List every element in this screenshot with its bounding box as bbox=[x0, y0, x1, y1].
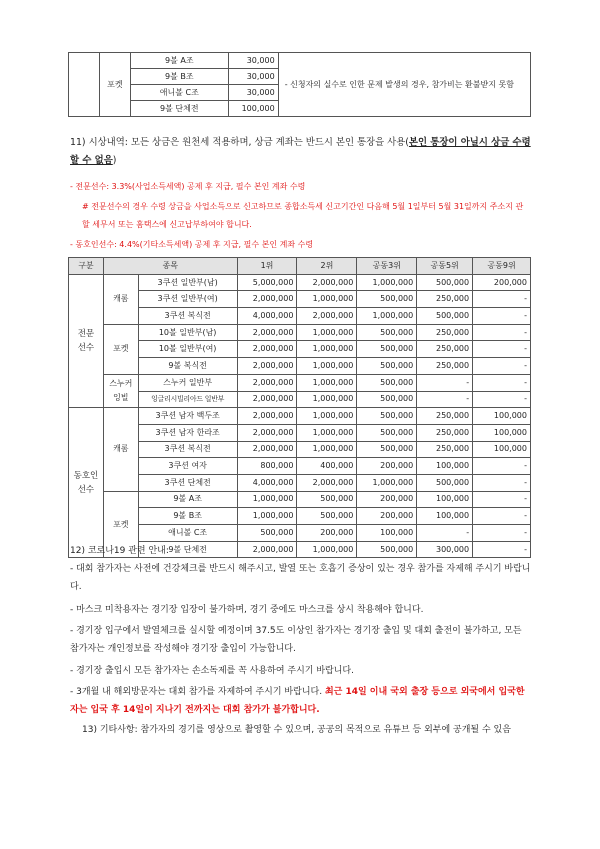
prize-group-cell: 포켓 bbox=[103, 491, 138, 558]
pro-tax-note: # 전문선수의 경우 수령 상금을 사업소득으로 신고하므로 종합소득세 신고기간인 다음해 5월 1일부터 5월 31일까지 주소지 관할 세무서 또는 홈택스에 신고납부하여야 합니다. bbox=[82, 202, 524, 229]
prize-amount: 400,000 bbox=[297, 458, 357, 475]
prize-amount: 500,000 bbox=[357, 424, 417, 441]
prize-amount: 1,000,000 bbox=[297, 391, 357, 408]
prize-amount: 1,000,000 bbox=[297, 424, 357, 441]
prize-amount: 250,000 bbox=[417, 424, 473, 441]
prize-amount: - bbox=[417, 374, 473, 391]
prize-row bbox=[69, 508, 531, 525]
prize-amount: 100,000 bbox=[357, 525, 417, 542]
prize-amount: 250,000 bbox=[417, 324, 473, 341]
prize-amount: 500,000 bbox=[357, 408, 417, 425]
prize-amount: - bbox=[473, 291, 531, 308]
prize-amount: - bbox=[417, 391, 473, 408]
pro-tax-line: - 전문선수: 3.3%(사업소득세액) 공제 후 지급, 필수 본인 계좌 수령 bbox=[70, 182, 306, 191]
prize-amount: - bbox=[473, 391, 531, 408]
section-11-text: 11) 시상내역: 모든 상금은 원천세 적용하며, 상금 계좌는 반드시 본인 통장을 사용( bbox=[70, 137, 409, 148]
prize-amount: 250,000 bbox=[417, 341, 473, 358]
header-3rd: 공동3위 bbox=[357, 258, 417, 275]
prize-amount: 300,000 bbox=[417, 541, 473, 558]
prize-amount: - bbox=[473, 491, 531, 508]
header-2nd: 2위 bbox=[297, 258, 357, 275]
prize-event: 9볼 복식전 bbox=[138, 358, 237, 375]
fee-event: 9볼 A조 bbox=[130, 53, 228, 69]
prize-amount: 2,000,000 bbox=[297, 308, 357, 325]
prize-amount: - bbox=[473, 525, 531, 542]
prize-amount: 1,000,000 bbox=[237, 491, 297, 508]
covid-bullet-2: - 마스크 미착용자는 경기장 입장이 불가하며, 경기 중에도 마스크를 상시 착용해야 합니다. bbox=[70, 605, 424, 615]
fee-amount: 100,000 bbox=[228, 101, 278, 117]
amateur-tax-line: - 동호인선수: 4.4%(기타소득세액) 공제 후 지급, 필수 본인 계좌 수령 bbox=[70, 240, 314, 249]
section-13-note: 13) 기타사항: 참가자의 경기를 영상으로 촬영할 수 있으며, 공공의 목적으로 유튜브 등 외부에 공개될 수 있음 bbox=[82, 725, 511, 735]
prize-amount: 500,000 bbox=[357, 324, 417, 341]
prize-amount: 500,000 bbox=[417, 308, 473, 325]
prize-amount: - bbox=[473, 541, 531, 558]
header-event: 종목 bbox=[103, 258, 237, 275]
prize-amount: 1,000,000 bbox=[357, 474, 417, 491]
prize-category-cell: 동호인 선수 bbox=[69, 408, 104, 558]
prize-amount: 500,000 bbox=[357, 374, 417, 391]
prize-row bbox=[69, 291, 531, 308]
prize-event: 9볼 단체전 bbox=[138, 541, 237, 558]
header-category: 구분 bbox=[69, 258, 104, 275]
prize-amount: 500,000 bbox=[417, 274, 473, 291]
prize-event: 잉글리시빌리아드 일반부 bbox=[138, 391, 237, 408]
prize-row bbox=[69, 391, 531, 408]
prize-amount: 4,000,000 bbox=[237, 474, 297, 491]
prize-amount: 500,000 bbox=[297, 508, 357, 525]
prize-amount: 200,000 bbox=[473, 274, 531, 291]
fee-event: 애니볼 C조 bbox=[130, 85, 228, 101]
prize-amount: - bbox=[473, 341, 531, 358]
prize-category-cell: 전문 선수 bbox=[69, 274, 104, 408]
prize-event: 3쿠션 복식전 bbox=[138, 308, 237, 325]
prize-amount: 2,000,000 bbox=[237, 441, 297, 458]
prize-amount: 1,000,000 bbox=[357, 274, 417, 291]
prize-amount: 2,000,000 bbox=[237, 541, 297, 558]
prize-amount: 1,000,000 bbox=[297, 291, 357, 308]
prize-row bbox=[69, 274, 531, 291]
covid-bullet-5: - 3개월 내 해외방문자는 대회 참가를 자제하여 주시기 바랍니다. 최근 14일 이내 국외 출장 등으로 외국에서 입국한 자는 입국 후 14일이 지나기 전까지는 대회 참가가 불가합니다. bbox=[70, 687, 525, 715]
covid-bullet-3: - 경기장 입구에서 발열체크를 실시할 예정이며 37.5도 이상인 참가자는 경기장 출입 및 대회 출전이 불가하고, 모든 참가자는 개인정보를 작성해야 경기장 출입이 가능합니다. bbox=[70, 626, 522, 654]
covid-bullet-4: - 경기장 출입시 모든 참가자는 손소독제를 꼭 사용하여 주시기 바랍니다. bbox=[70, 666, 354, 676]
section-12-title: 12) 코로나19 관련 안내: bbox=[70, 546, 169, 556]
prize-amount: 250,000 bbox=[417, 358, 473, 375]
header-1st: 1위 bbox=[237, 258, 297, 275]
prize-row bbox=[69, 341, 531, 358]
prize-amount: 1,000,000 bbox=[297, 341, 357, 358]
prize-amount: - bbox=[473, 308, 531, 325]
prize-event: 9볼 B조 bbox=[138, 508, 237, 525]
prize-amount: 500,000 bbox=[357, 391, 417, 408]
section-11-title: 11) 시상내역: 모든 상금은 원천세 적용하며, 상금 계좌는 반드시 본인 통장을 사용(본인 통장이 아닐시 상금 수령할 수 없음) bbox=[70, 137, 531, 166]
prize-row bbox=[69, 491, 531, 508]
prize-amount: 1,000,000 bbox=[297, 408, 357, 425]
prize-amount: 2,000,000 bbox=[237, 424, 297, 441]
prize-amount: 500,000 bbox=[357, 441, 417, 458]
prize-amount: 200,000 bbox=[357, 491, 417, 508]
prize-amount: - bbox=[417, 525, 473, 542]
prize-row bbox=[69, 424, 531, 441]
entry-fee-table bbox=[68, 52, 531, 117]
prize-group-cell: 스누커 잉빌 bbox=[103, 374, 138, 407]
covid-bullet-1: - 대회 참가자는 사전에 건강체크를 반드시 해주시고, 발열 또는 호흡기 증상이 있는 경우 참가를 자제해 주시기 바랍니다. bbox=[70, 564, 531, 592]
prize-amount: 100,000 bbox=[417, 508, 473, 525]
prize-event: 9볼 A조 bbox=[138, 491, 237, 508]
prize-amount: 250,000 bbox=[417, 441, 473, 458]
prize-amount: - bbox=[473, 358, 531, 375]
fee-amount: 30,000 bbox=[228, 85, 278, 101]
fee-event: 9볼 단체전 bbox=[130, 101, 228, 117]
prize-row bbox=[69, 308, 531, 325]
prize-group-cell: 캐롬 bbox=[103, 408, 138, 491]
prize-row bbox=[69, 358, 531, 375]
prize-amount: 1,000,000 bbox=[237, 508, 297, 525]
prize-event: 10볼 일반부(남) bbox=[138, 324, 237, 341]
prize-event: 3쿠션 복식전 bbox=[138, 441, 237, 458]
prize-amount: 500,000 bbox=[297, 491, 357, 508]
prize-amount: 2,000,000 bbox=[297, 274, 357, 291]
prize-amount: 2,000,000 bbox=[237, 324, 297, 341]
prize-amount: 100,000 bbox=[473, 441, 531, 458]
fee-blank-cell bbox=[69, 53, 100, 117]
prize-table-header bbox=[69, 258, 531, 275]
prize-amount: 100,000 bbox=[473, 424, 531, 441]
prize-amount: 500,000 bbox=[357, 291, 417, 308]
prize-amount: 500,000 bbox=[417, 474, 473, 491]
prize-amount: 4,000,000 bbox=[237, 308, 297, 325]
prize-event: 3쿠션 남자 한라조 bbox=[138, 424, 237, 441]
prize-amount: 1,000,000 bbox=[297, 358, 357, 375]
prize-row bbox=[69, 458, 531, 475]
section-11-bold-text: 본인 통장이 아닐시 상금 수령할 수 없음 bbox=[70, 137, 531, 166]
prize-amount: - bbox=[473, 374, 531, 391]
fee-group-cell: 포켓 bbox=[99, 53, 130, 117]
prize-amount: - bbox=[473, 474, 531, 491]
prize-amount: 200,000 bbox=[357, 508, 417, 525]
fee-refund-note: - 신청자의 실수로 인한 문제 발생의 경우, 참가비는 환불받지 못함 bbox=[278, 53, 530, 117]
prize-amount: 2,000,000 bbox=[237, 291, 297, 308]
prize-amount: 100,000 bbox=[417, 458, 473, 475]
prize-amount: 2,000,000 bbox=[237, 374, 297, 391]
prize-amount: 1,000,000 bbox=[297, 441, 357, 458]
prize-amount: - bbox=[473, 324, 531, 341]
overseas-entry-warning: 최근 14일 이내 국외 출장 등으로 외국에서 입국한 자는 입국 후 14일이 지나기 전까지는 대회 참가가 불가합니다. bbox=[70, 687, 525, 715]
prize-group-cell: 캐롬 bbox=[103, 274, 138, 324]
prize-event: 스누커 일반부 bbox=[138, 374, 237, 391]
prize-amount: 800,000 bbox=[237, 458, 297, 475]
prize-amount: 2,000,000 bbox=[237, 358, 297, 375]
prize-amount: 1,000,000 bbox=[297, 324, 357, 341]
prize-amount: 500,000 bbox=[237, 525, 297, 542]
prize-amount: 500,000 bbox=[357, 341, 417, 358]
header-9th: 공동9위 bbox=[473, 258, 531, 275]
fee-amount: 30,000 bbox=[228, 53, 278, 69]
prize-event: 애니볼 C조 bbox=[138, 525, 237, 542]
prize-amount: 1,000,000 bbox=[297, 374, 357, 391]
prize-row bbox=[69, 525, 531, 542]
prize-amount: 250,000 bbox=[417, 408, 473, 425]
prize-event: 3쿠션 여자 bbox=[138, 458, 237, 475]
prize-event: 10볼 일반부(여) bbox=[138, 341, 237, 358]
prize-group-cell: 포켓 bbox=[103, 324, 138, 374]
prize-amount: - bbox=[473, 508, 531, 525]
prize-event: 3쿠션 남자 백두조 bbox=[138, 408, 237, 425]
prize-amount: 500,000 bbox=[357, 541, 417, 558]
prize-amount: 100,000 bbox=[417, 491, 473, 508]
fee-event: 9볼 B조 bbox=[130, 69, 228, 85]
prize-amount: 1,000,000 bbox=[357, 308, 417, 325]
prize-amount: 500,000 bbox=[357, 358, 417, 375]
prize-row bbox=[69, 441, 531, 458]
prize-amount: 5,000,000 bbox=[237, 274, 297, 291]
prize-event: 3쿠션 일반부(남) bbox=[138, 274, 237, 291]
prize-amount: 250,000 bbox=[417, 291, 473, 308]
fee-amount: 30,000 bbox=[228, 69, 278, 85]
prize-row bbox=[69, 474, 531, 491]
prize-amount: 100,000 bbox=[473, 408, 531, 425]
prize-amount: - bbox=[473, 458, 531, 475]
prize-row bbox=[69, 374, 531, 391]
header-5th: 공동5위 bbox=[417, 258, 473, 275]
prize-amount: 200,000 bbox=[357, 458, 417, 475]
prize-row bbox=[69, 324, 531, 341]
fee-row bbox=[69, 53, 531, 69]
prize-amount: 2,000,000 bbox=[237, 341, 297, 358]
prize-event: 3쿠션 단체전 bbox=[138, 474, 237, 491]
prize-amount: 2,000,000 bbox=[237, 391, 297, 408]
prize-amount: 200,000 bbox=[297, 525, 357, 542]
prize-amount: 2,000,000 bbox=[297, 474, 357, 491]
prize-amount: 1,000,000 bbox=[297, 541, 357, 558]
prize-table bbox=[68, 257, 531, 558]
prize-amount: 2,000,000 bbox=[237, 408, 297, 425]
prize-row bbox=[69, 408, 531, 425]
prize-event: 3쿠션 일반부(여) bbox=[138, 291, 237, 308]
